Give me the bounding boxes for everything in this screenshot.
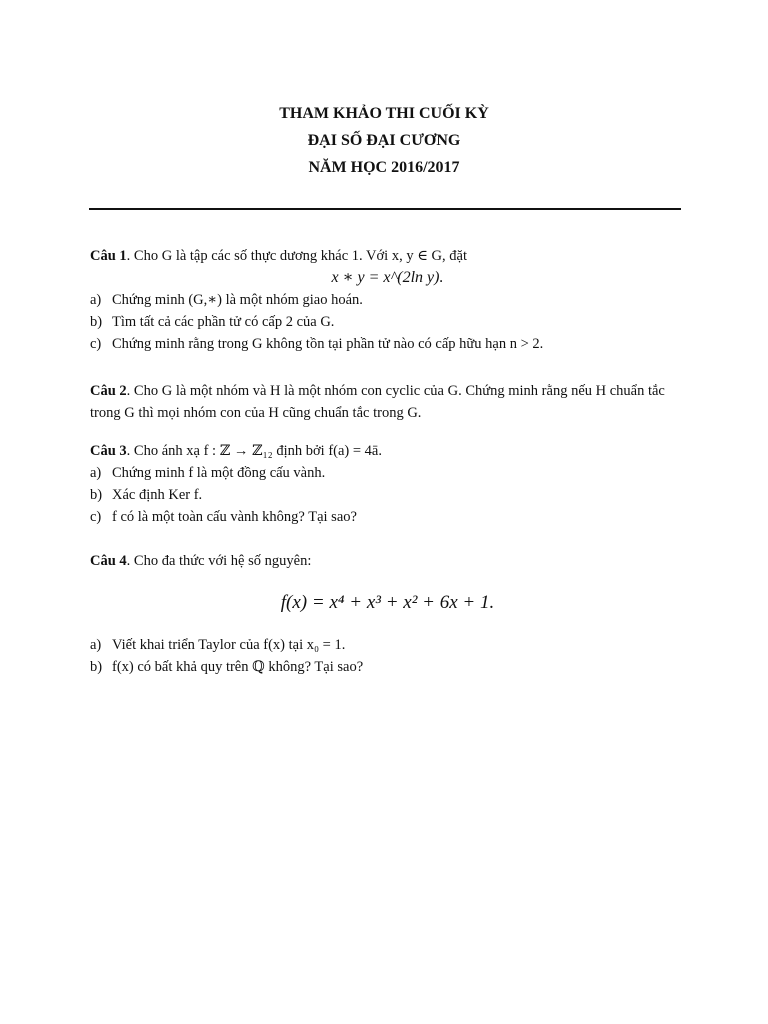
question-4-intro — [90, 550, 685, 572]
question-1-label: Câu 1 — [90, 248, 127, 264]
question-4-items — [90, 634, 685, 678]
list-item: a) Chứng minh f là một đồng cấu vành. — [90, 465, 326, 481]
question-1 — [90, 245, 685, 355]
question-2-label: Câu 2 — [90, 383, 127, 399]
list-item: b) Tìm tất cả các phần tử có cấp 2 của G. — [90, 314, 335, 330]
question-4-label: Câu 4 — [90, 553, 127, 569]
question-4-formula: f(x) = x⁴ + x³ + x² + 6x + 1. — [280, 592, 495, 613]
question-1-items — [90, 289, 685, 355]
header-year: NĂM HỌC 2016/2017 — [308, 159, 460, 176]
header-title: THAM KHẢO THI CUỐI KỲ — [279, 105, 489, 122]
list-item: a) Chứng minh (G,∗) là một nhóm giao hoán. — [90, 292, 363, 308]
list-item: b) Xác định Ker f. — [90, 487, 203, 503]
list-item: a) Viết khai triển Taylor của f(x) tại x₀ = 1. — [90, 637, 346, 653]
question-3-intro — [90, 440, 685, 462]
question-1-formula: x ∗ y = x^(2ln y). — [331, 269, 444, 286]
question-3-text: . Cho ánh xạ f : ℤ → ℤ₁₂ định bởi f(a) = 4ā. — [126, 443, 382, 459]
question-3-label: Câu 3 — [90, 443, 127, 459]
exam-header — [0, 100, 768, 181]
question-4-text: . Cho đa thức với hệ số nguyên: — [126, 553, 312, 569]
list-item: b) f(x) có bất khả quy trên ℚ không? Tại sao? — [90, 659, 364, 675]
question-2-text: . Cho G là một nhóm và H là một nhóm con cyclic của G. Chứng minh rằng nếu H chuẩn tắc trong G thì mọi nhóm con của H cũng chuẩn tắc trong G. — [90, 383, 665, 421]
question-3 — [90, 440, 685, 528]
question-2 — [90, 380, 685, 424]
question-3-items — [90, 462, 685, 528]
question-4 — [90, 550, 685, 678]
question-1-intro — [90, 245, 685, 267]
question-1-text: . Cho G là tập các số thực dương khác 1. Với x, y ∈ G, đặt — [126, 248, 467, 264]
header-divider — [89, 208, 681, 210]
header-subject: ĐẠI SỐ ĐẠI CƯƠNG — [307, 132, 461, 149]
list-item: c) f có là một toàn cấu vành không? Tại sao? — [90, 509, 357, 525]
list-item: c) Chứng minh rằng trong G không tồn tại phần tử nào có cấp hữu hạn n > 2. — [90, 336, 544, 352]
